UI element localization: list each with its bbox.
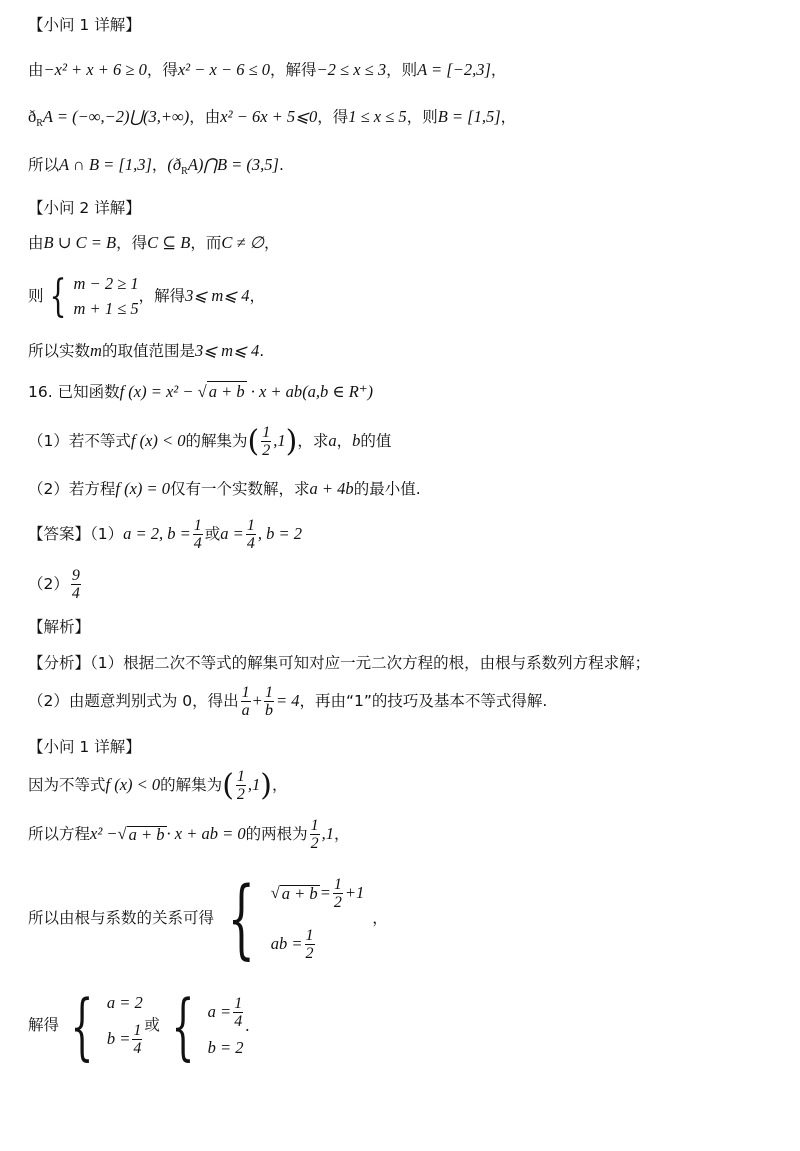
text: 所以 xyxy=(28,156,60,174)
formula: A)⋂B = (3,5] xyxy=(187,155,279,174)
system-row: b = $\frac{1}{4}$ xyxy=(106,1021,142,1057)
text: 所以实数 xyxy=(28,342,91,360)
text: ， xyxy=(500,108,517,126)
formula: A = (−∞,−2)⋃(3,+∞) xyxy=(42,107,190,126)
question-16-part-2 xyxy=(28,481,421,498)
text: 则 xyxy=(28,286,44,305)
system-row: b = 2 xyxy=(207,1038,244,1058)
formula: 3⩽ m⩽ 4 xyxy=(194,341,260,360)
solution-16-line-2: 所以方程 x² − √ a + b · x + ab = 0 的两根为 $\frac{1}{2}$ ,1 ， xyxy=(28,817,350,852)
text: ， xyxy=(372,909,388,928)
formula: ,1 xyxy=(247,775,261,795)
formula: C ⊆ B xyxy=(147,233,191,252)
text: ，得 xyxy=(317,108,349,126)
text: 因为不等式 xyxy=(28,775,106,794)
formula: m xyxy=(90,341,102,360)
formula: 1 ≤ x ≤ 5 xyxy=(348,107,407,126)
text: ，则 xyxy=(386,61,418,79)
answer-line-2 xyxy=(28,567,83,602)
solution-16-line-4 xyxy=(28,984,250,1068)
formula: B = [1,5] xyxy=(437,107,501,126)
text: （2）由题意判别式为 0，得出 xyxy=(28,691,239,710)
equation-system xyxy=(44,272,139,321)
left-brace: { xyxy=(49,270,66,322)
text: 解得 xyxy=(28,1016,60,1035)
text: ，则 xyxy=(406,108,438,126)
text: 或 xyxy=(144,1016,160,1035)
solution-line-4 xyxy=(28,235,280,252)
section-heading-q16-1-detail: 【小问 1 详解】 xyxy=(28,738,141,756)
text: ，得 xyxy=(146,61,178,79)
fraction: $\frac{1}{4}$ xyxy=(246,517,255,552)
solution-line-1 xyxy=(28,62,506,79)
formula: a + 4b xyxy=(309,479,354,498)
formula: ,1 xyxy=(273,431,286,451)
text: ， xyxy=(151,156,168,174)
formula: A ∩ B = [1,3] xyxy=(59,155,152,174)
section-heading-q1-detail: 【小问 1 详解】 xyxy=(28,16,141,34)
formula: = 4 xyxy=(275,691,300,711)
formula: a = 2, b = xyxy=(123,524,191,544)
period: . xyxy=(245,1015,250,1035)
formula: C ≠ ∅ xyxy=(221,233,265,252)
fraction: $\frac{1}{a}$ xyxy=(241,684,250,719)
text: （2） xyxy=(28,574,69,593)
text: 的值 xyxy=(360,431,392,450)
equation-system xyxy=(214,869,365,969)
formula: a = xyxy=(220,524,244,544)
solution-line-3 xyxy=(28,157,284,177)
complement-symbol: ð xyxy=(28,107,37,126)
text: ，而 xyxy=(190,234,222,252)
fraction: $\frac{1}{4}$ xyxy=(193,517,202,552)
text: ，得 xyxy=(116,234,148,252)
text: ， xyxy=(249,286,265,305)
text: ， xyxy=(264,234,280,252)
formula: x² − xyxy=(90,824,118,844)
fraction: $\frac{1}{2}$ xyxy=(236,768,245,803)
text: 的解集为 xyxy=(185,431,248,450)
formula: f (x) < 0 xyxy=(130,431,186,451)
analysis-heading: 【解析】 xyxy=(28,618,91,636)
system-row: m + 1 ≤ 5 xyxy=(73,298,139,318)
fraction: $\frac{1}{b}$ xyxy=(264,684,273,719)
text: ， xyxy=(272,775,288,794)
left-brace: { xyxy=(70,984,94,1068)
sqrt-radicand: a + b xyxy=(208,382,245,401)
formula: B ∪ C = B xyxy=(43,233,117,252)
solution-line-2 xyxy=(28,109,516,129)
text: . xyxy=(259,342,265,360)
fraction: $\frac{1}{2}$ xyxy=(333,876,342,911)
text: 仅有一个实数解，求 xyxy=(170,480,310,498)
equation-system xyxy=(160,984,245,1068)
text: 所以方程 xyxy=(28,824,91,843)
fraction: $\frac{1}{2}$ xyxy=(310,817,319,852)
question-number: 16. 已知函数 xyxy=(28,383,120,401)
formula: f (x) = 0 xyxy=(115,479,171,498)
text: ，解得 xyxy=(138,286,186,305)
text: ， xyxy=(333,824,350,843)
text: ，求 xyxy=(297,431,329,450)
formula: f (x) = x² − xyxy=(119,382,198,401)
system-row: a = 2 xyxy=(106,993,143,1013)
subscript: R xyxy=(181,166,188,178)
text: . xyxy=(278,156,284,174)
text: （2）若方程 xyxy=(28,480,116,498)
question-16-stem: 16. 已知函数f (x) = x² − √ a + b · x + ab(a,b ∈ R⁺) xyxy=(28,382,374,401)
formula: ,1 xyxy=(321,824,334,844)
text: ，由 xyxy=(189,108,221,126)
formula: (ð xyxy=(167,155,182,174)
equation-system xyxy=(59,984,144,1068)
formula: (a,b ∈ R⁺) xyxy=(302,382,374,401)
solution-16-line-1: 因为不等式 f (x) < 0 的解集为 ( $\frac{1}{2}$ ,1 ) ， xyxy=(28,767,288,803)
fraction: $\frac{1}{2}$ xyxy=(262,424,271,459)
text: 所以由根与系数的关系可得 xyxy=(28,909,215,928)
system-row: m − 2 ≥ 1 xyxy=(73,274,139,293)
text: 的解集为 xyxy=(160,775,223,794)
formula: b xyxy=(352,431,361,451)
system-row: ab = $\frac{1}{2}$ xyxy=(270,927,314,962)
formula: f (x) < 0 xyxy=(105,775,161,795)
text: 的最小值. xyxy=(353,480,421,498)
subscript: R xyxy=(36,118,43,130)
analysis-line-1: 【分析】（1）根据二次不等式的解集可知对应一元二次方程的根，由根与系数列方程求解； xyxy=(28,654,651,672)
solution-16-line-3 xyxy=(28,869,388,969)
analysis-line-2 xyxy=(28,684,547,719)
formula: −x² + x + 6 ≥ 0 xyxy=(43,60,147,79)
section-heading-q2-detail: 【小问 2 详解】 xyxy=(28,199,141,217)
question-16-part-1: （1）若不等式 f (x) < 0 的解集为 ( $\frac{1}{2}$ ,1 ) ，求 a ， b 的值 xyxy=(28,423,392,459)
sqrt-radicand: a + b xyxy=(128,824,165,844)
answer-line-1 xyxy=(28,517,302,552)
text: 由 xyxy=(28,234,44,252)
fraction: $\frac{1}{2}$ xyxy=(305,927,314,962)
formula: x² − x − 6 ≤ 0 xyxy=(177,60,271,79)
formula: , b = 2 xyxy=(257,524,302,544)
fraction: $\frac{1}{4}$ xyxy=(133,1021,142,1057)
solution-line-5 xyxy=(28,272,265,321)
formula: A = [−2,3] xyxy=(417,60,491,79)
formula: · x + ab xyxy=(246,382,303,401)
answer-label: 【答案】（1） xyxy=(28,524,124,543)
plus-sign: + xyxy=(252,691,262,711)
text: ，再由“1”的技巧及基本不等式得解. xyxy=(299,691,548,710)
text: ， xyxy=(490,61,507,79)
formula: −2 ≤ x ≤ 3 xyxy=(316,60,387,79)
left-brace: { xyxy=(171,984,195,1068)
system-row: a = $\frac{1}{4}$ xyxy=(207,995,243,1031)
text: 的两根为 xyxy=(245,824,308,843)
formula: 3⩽ m⩽ 4 xyxy=(185,286,250,306)
fraction: $\frac{1}{4}$ xyxy=(234,995,243,1031)
solution-line-6 xyxy=(28,343,264,360)
text: 的取值范围是 xyxy=(101,342,195,360)
text: （1）若不等式 xyxy=(28,431,131,450)
formula: a xyxy=(328,431,337,451)
left-brace: { xyxy=(227,869,256,969)
text: 由 xyxy=(28,61,44,79)
text: ， xyxy=(336,431,353,450)
text: ，解得 xyxy=(270,61,317,79)
system-row: √ a + b = $\frac{1}{2}$ +1 xyxy=(270,876,365,911)
text: 或 xyxy=(204,524,221,543)
formula: · x + ab = 0 xyxy=(166,824,246,844)
fraction: $\frac{9}{4}$ xyxy=(71,567,80,602)
formula: x² − 6x + 5⩽0 xyxy=(220,107,318,126)
